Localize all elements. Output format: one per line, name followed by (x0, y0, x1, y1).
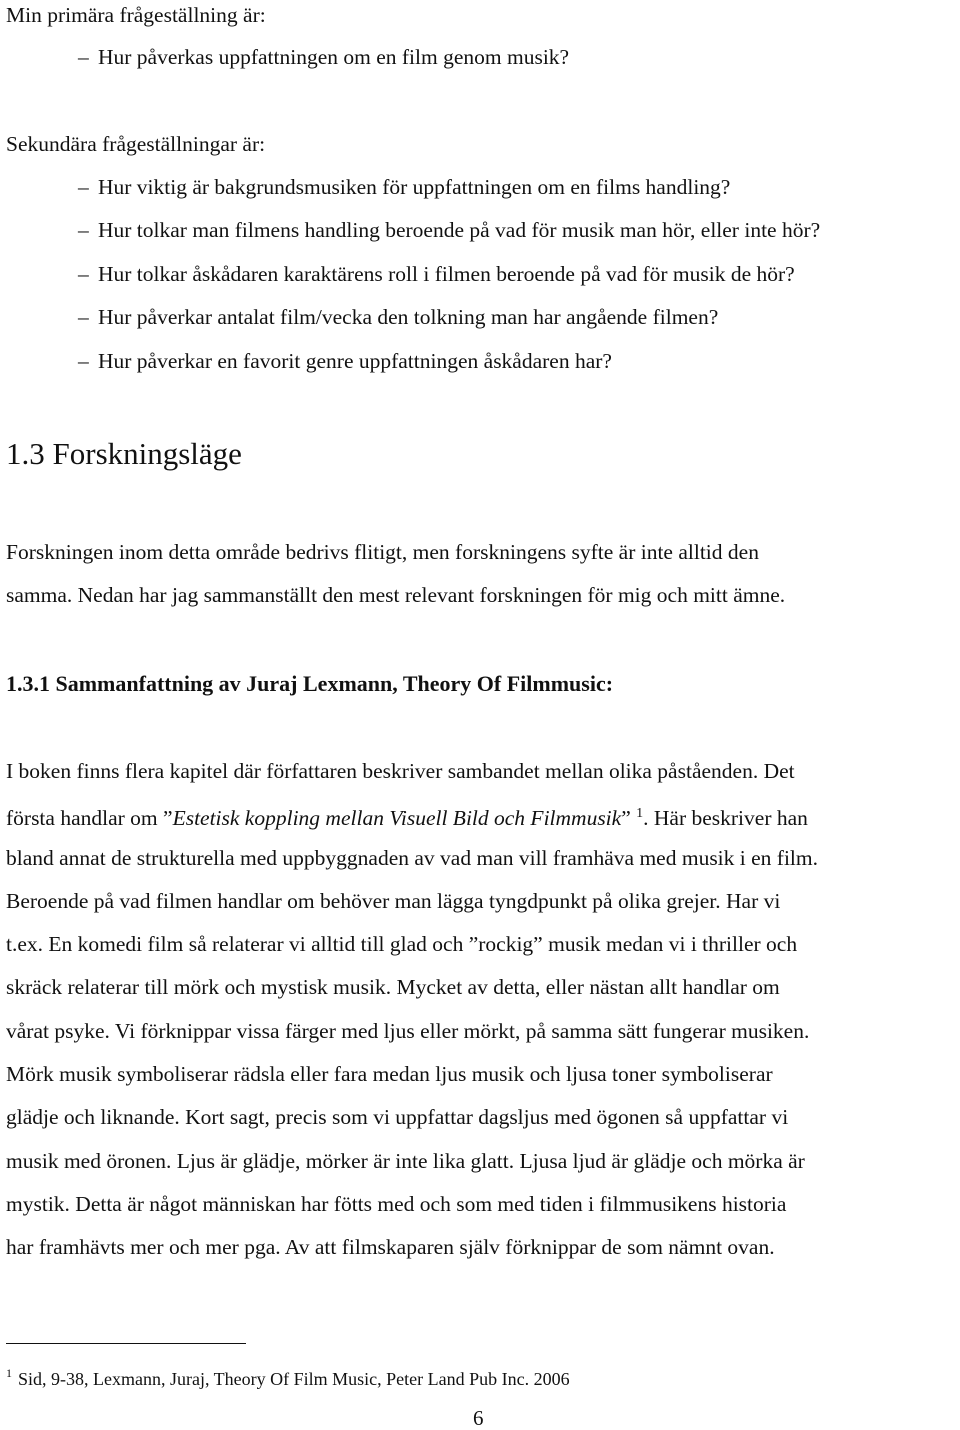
paragraph-line: samma. Nedan har jag sammanställt den mest relevant forskningen för mig och mitt ämne. (6, 583, 786, 608)
paragraph-line: glädje och liknande. Kort sagt, precis som vi uppfattar dagsljus med ögonen så uppfattar vi (6, 1105, 789, 1130)
subsection-paragraph (6, 758, 951, 1278)
secondary-question-item (78, 217, 820, 243)
book-title: Estetisk koppling mellan Visuell Bild och Filmmusik (172, 806, 622, 831)
paragraph-line: Forskningen inom detta område bedrivs flitigt, men forskningens syfte är inte alltid den (6, 540, 759, 564)
paragraph-line: Mörk musik symboliserar rädsla eller fara medan ljus musik och ljusa toner symboliserar (6, 1062, 773, 1087)
secondary-question-text: Hur viktig är bakgrundsmusiken för uppfattningen om en films handling? (98, 175, 731, 199)
paragraph-line: bland annat de strukturella med uppbyggnaden av vad man vill framhäva med musik i en film. (6, 845, 819, 870)
secondary-question-item (78, 261, 795, 287)
text-fragment: . Här beskriver han (643, 806, 808, 831)
page-number: 6 (473, 1406, 484, 1430)
text-fragment: första handlar om ” (6, 806, 173, 831)
paragraph-line: musik med öronen. Ljus är glädje, mörker är inte lika glatt. Ljusa ljud är glädje och mörka är (6, 1148, 805, 1173)
paragraph-line: skräck relaterar till mörk och mystisk musik. Mycket av detta, eller nästan allt handlar om (6, 975, 780, 1000)
secondary-question-text: Hur påverkar antalat film/vecka den tolkning man har angående filmen? (98, 305, 719, 329)
bullet-dash: – (78, 349, 89, 373)
secondary-question-text: Hur tolkar man filmens handling beroende på vad för musik man hör, eller inte hör? (98, 218, 821, 242)
footnote-reference: 1 (636, 806, 644, 822)
paragraph-line: t.ex. En komedi film så relaterar vi alltid till glad och ”rockig” musik medan vi i thriller och (6, 932, 798, 957)
paragraph-line: vårat psyke. Vi förknippar vissa färger med ljus eller mörkt, på samma sätt fungerar musiken. (6, 1018, 810, 1043)
paragraph-line: har framhävts mer och mer pga. Av att filmskaparen själv förknippar de som nämnt ovan. (6, 1235, 775, 1260)
footnote-mark: 1 (6, 1366, 12, 1380)
secondary-question-item (78, 348, 612, 374)
secondary-question-text: Hur påverkar en favorit genre uppfattningen åskådaren har? (98, 349, 612, 373)
paragraph-line-with-citation (6, 801, 951, 844)
primary-question-text: Hur påverkas uppfattningen om en film genom musik? (98, 45, 570, 69)
secondary-questions-label: Sekundära frågeställningar är: (6, 132, 266, 156)
bullet-dash: – (78, 45, 89, 69)
footnote-text: Sid, 9-38, Lexmann, Juraj, Theory Of Film Music, Peter Land Pub Inc. 2006 (18, 1369, 570, 1389)
paragraph-line: Beroende på vad filmen handlar om behöver man lägga tyngdpunkt på olika grejer. Har vi (6, 888, 781, 913)
closing-quote: ” (621, 806, 631, 831)
section-paragraph (6, 539, 951, 626)
bullet-dash: – (78, 218, 89, 242)
secondary-question-item (78, 304, 718, 330)
bullet-dash: – (78, 305, 89, 329)
primary-question-label: Min primära frågeställning är: (6, 3, 266, 27)
paragraph-line: mystik. Detta är något människan har fötts med och som med tiden i filmmusikens historia (6, 1191, 787, 1216)
bullet-dash: – (78, 262, 89, 286)
primary-question-item (78, 44, 569, 70)
footnote (6, 1362, 570, 1390)
secondary-question-text: Hur tolkar åskådaren karaktärens roll i filmen beroende på vad för musik de hör? (98, 262, 795, 286)
section-heading: 1.3 Forskningsläge (6, 436, 242, 471)
footnote-divider (6, 1343, 246, 1344)
paragraph-line: I boken finns flera kapitel där författaren beskriver sambandet mellan olika påståenden. Det (6, 759, 795, 783)
bullet-dash: – (78, 175, 89, 199)
subsection-heading: 1.3.1 Sammanfattning av Juraj Lexmann, Theory Of Filmmusic: (6, 671, 614, 696)
secondary-question-item (78, 174, 730, 200)
